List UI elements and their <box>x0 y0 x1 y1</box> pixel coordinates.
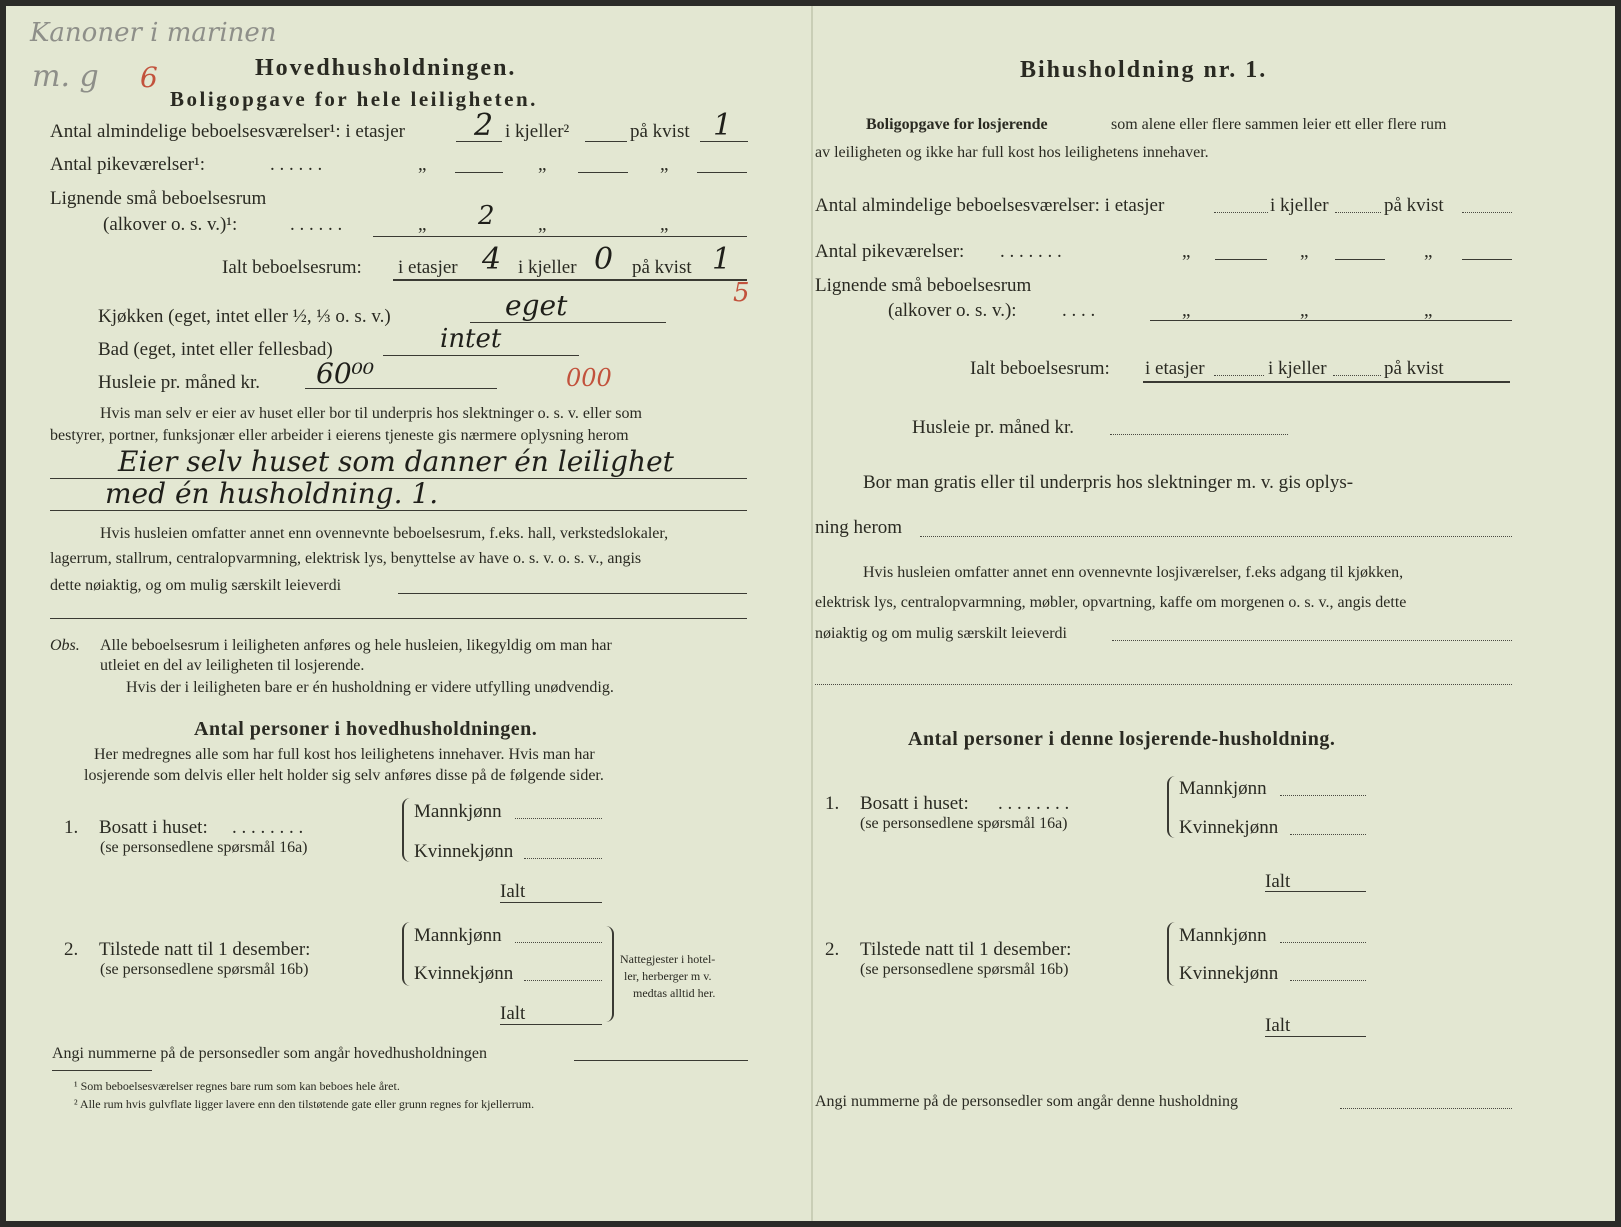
field-line <box>697 172 747 173</box>
right-q1-mann-label: Mannkjønn <box>1179 778 1267 799</box>
field-line <box>574 1060 748 1061</box>
right-q2-mann-label: Mannkjønn <box>1179 925 1267 946</box>
field-line <box>1335 259 1385 260</box>
right-brace <box>602 926 614 1022</box>
row1-kvist-value: 1 <box>713 108 733 143</box>
persons-line1: Her medregnes alle som har full kost hos leilighetens innehaver. Hvis man har <box>94 746 595 763</box>
left-brace <box>1167 922 1179 986</box>
field-line <box>50 618 747 619</box>
right-ialt-etasjer-label: i etasjer <box>1145 358 1205 379</box>
q1-dots: . . . . . . . . <box>232 817 304 838</box>
ialt-kvist-value: 1 <box>712 242 732 277</box>
field-line <box>1462 259 1512 260</box>
field-line <box>515 818 602 819</box>
field-line <box>1112 640 1512 641</box>
ditto-mark: „ <box>538 214 547 235</box>
right-q1-ialt-label: Ialt <box>1265 871 1291 892</box>
right-persons-title: Antal personer i denne losjerende-husholdning. <box>908 728 1336 750</box>
q2-label: Tilstede natt til 1 desember: <box>99 939 311 960</box>
field-line <box>500 1024 602 1025</box>
right-angi-label: Angi nummerne på de personsedler som angår denne husholdning <box>815 1093 1239 1110</box>
q1-kvinne-label: Kvinnekjønn <box>414 841 514 862</box>
field-line <box>1335 212 1381 213</box>
ditto-mark: „ <box>1300 300 1309 321</box>
field-line <box>1214 212 1268 213</box>
ialt-underline <box>1143 381 1510 383</box>
q1-number: 1. <box>64 817 79 838</box>
row3-label-b: (alkover o. s. v.)¹: <box>103 214 238 235</box>
right-q1-kvinne-label: Kvinnekjønn <box>1179 817 1279 838</box>
q2-ialt-label: Ialt <box>500 1003 526 1024</box>
red-note: 6 <box>140 61 158 94</box>
left-persons-title: Antal personer i hovedhusholdningen. <box>194 718 538 740</box>
right-q1-label: Bosatt i huset: <box>860 793 969 814</box>
dots: . . . . . . <box>270 154 323 175</box>
q2-number: 2. <box>64 939 79 960</box>
right-para-line2: elektrisk lys, centralopvarmning, møbler, opvartning, kaffe om morgenen o. s. v., angis dette <box>815 594 1407 611</box>
left-subtitle: Boligopgave for hele leiligheten. <box>170 87 538 111</box>
field-line <box>398 593 747 594</box>
q2-mann-label: Mannkjønn <box>414 925 502 946</box>
right-q2-number: 2. <box>825 939 840 960</box>
right-q2-ialt-label: Ialt <box>1265 1015 1291 1036</box>
field-line <box>1214 375 1264 376</box>
ditto-mark: „ <box>1182 241 1191 262</box>
ditto-mark: „ <box>1182 300 1191 321</box>
q1-ialt-label: Ialt <box>500 881 526 902</box>
dots: . . . . . . . <box>1000 241 1062 262</box>
nattegjester-note-1: Nattegjester i hotel- <box>620 952 716 966</box>
nattegjester-note-3: medtas alltid her. <box>633 986 716 1000</box>
left-title: Hovedhusholdningen. <box>255 55 517 81</box>
bad-label: Bad (eget, intet eller fellesbad) <box>98 339 333 360</box>
ditto-mark: „ <box>538 154 547 175</box>
right-husleie-label: Husleie pr. måned kr. <box>912 417 1074 438</box>
field-line <box>1333 375 1381 376</box>
pencil-note-2: m. g <box>32 59 99 94</box>
husleie-value: 60⁰⁰ <box>316 357 375 390</box>
para2-line1: Hvis husleien omfatter annet enn ovennevnte beboelsesrum, f.eks. hall, verkstedslokaler, <box>100 525 669 542</box>
right-q2-label: Tilstede natt til 1 desember: <box>860 939 1072 960</box>
field-line <box>1290 834 1366 835</box>
kvist-label: på kvist <box>630 121 690 142</box>
intro-bold: Boligopgave for losjerende <box>866 116 1048 133</box>
row1-etasjer-value: 2 <box>474 108 494 143</box>
ialt-etasjer-value: 4 <box>482 242 502 277</box>
q2-kvinne-label: Kvinnekjønn <box>414 963 514 984</box>
right-q1-sub: (se personsedlene spørsmål 16a) <box>860 815 1068 832</box>
ditto-mark: „ <box>660 214 669 235</box>
left-angi-label: Angi nummerne på de personsedler som angår hovedhusholdningen <box>52 1045 488 1062</box>
ialt-kjeller-value: 0 <box>594 242 614 277</box>
field-line <box>455 172 503 173</box>
para2-line3: dette nøiaktig, og om mulig særskilt leieverdi <box>50 577 342 594</box>
obs-line1: Alle beboelsesrum i leiligheten anføres og hele husleien, likegyldig om man har <box>100 637 612 654</box>
left-brace <box>402 922 414 986</box>
obs-label: Obs. <box>50 637 80 654</box>
page-fold <box>811 6 813 1221</box>
ialt-underline <box>393 279 747 281</box>
handwritten-line2: med én husholdning. 1. <box>105 477 439 510</box>
row3-label-a: Lignende små beboelsesrum <box>50 188 267 209</box>
field-line <box>1280 942 1366 943</box>
intro-rest: som alene eller flere sammen leier ett eller flere rum <box>1111 116 1447 133</box>
right-kvist-label: på kvist <box>1384 195 1444 216</box>
right-ialt-label: Ialt beboelsesrum: <box>970 358 1110 379</box>
gratis-line1: Bor man gratis eller til underpris hos slektninger m. v. gis oplys- <box>863 472 1354 493</box>
husleie-label: Husleie pr. måned kr. <box>98 372 260 393</box>
row3-etasjer-value: 2 <box>478 201 495 231</box>
ialt-kjeller-label: i kjeller <box>518 257 577 278</box>
field-line <box>1265 1036 1366 1037</box>
right-q2-sub: (se personsedlene spørsmål 16b) <box>860 961 1069 978</box>
gratis-line2: ning herom <box>815 517 903 538</box>
field-line <box>1290 980 1366 981</box>
ditto-mark: „ <box>1424 241 1433 262</box>
field-line <box>1110 434 1288 435</box>
right-row2-label: Antal pikeværelser: <box>815 241 965 262</box>
footnote-2: ² Alle rum hvis gulvflate ligger lavere enn den tilstøtende gate eller grunn regnes for kjellerrum. <box>74 1097 535 1111</box>
field-line <box>383 355 579 356</box>
handwritten-line1: Eier selv huset som danner én leilighet <box>118 445 674 478</box>
left-brace <box>402 798 414 862</box>
field-line <box>920 536 1512 537</box>
ditto-mark: „ <box>1424 300 1433 321</box>
right-ialt-kvist-label: på kvist <box>1384 358 1444 379</box>
dots: . . . . <box>1062 300 1096 321</box>
q1-sub: (se personsedlene spørsmål 16a) <box>100 839 308 856</box>
right-q2-kvinne-label: Kvinnekjønn <box>1179 963 1279 984</box>
kjokken-value: eget <box>505 289 568 322</box>
field-line <box>1340 1108 1512 1109</box>
field-line <box>50 510 747 511</box>
husleie-red-note: 000 <box>566 364 612 392</box>
field-line <box>1280 795 1366 796</box>
right-para-line3: nøiaktig og om mulig særskilt leieverdi <box>815 625 1067 642</box>
field-line <box>1150 320 1512 321</box>
dots: . . . . . . <box>290 214 343 235</box>
kjeller-label: i kjeller² <box>505 121 570 142</box>
pencil-note: Kanoner i marinen <box>30 18 277 48</box>
row2-label: Antal pikeværelser¹: <box>50 154 206 175</box>
ditto-mark: „ <box>1300 241 1309 262</box>
field-line <box>1265 891 1366 892</box>
right-row3-label-b: (alkover o. s. v.): <box>888 300 1017 321</box>
field-line <box>585 141 627 142</box>
field-line <box>578 172 628 173</box>
right-kjeller-label: i kjeller <box>1270 195 1329 216</box>
field-line <box>1462 212 1512 213</box>
para1-line2: bestyrer, portner, funksjonær eller arbeider i eierens tjeneste gis nærmere oplysning herom <box>50 427 629 444</box>
footnote-1: ¹ Som beboelsesværelser regnes bare rum som kan beboes hele året. <box>74 1079 400 1093</box>
field-line <box>470 322 666 323</box>
ditto-mark: „ <box>418 154 427 175</box>
field-line <box>1215 259 1267 260</box>
left-brace <box>1167 776 1179 838</box>
right-row3-label-a: Lignende små beboelsesrum <box>815 275 1032 296</box>
field-line <box>524 858 602 859</box>
red-side-total: 5 <box>733 278 750 308</box>
field-line <box>373 236 747 237</box>
kjokken-label: Kjøkken (eget, intet eller ½, ⅓ o. s. v.) <box>98 306 391 327</box>
intro-line2: av leiligheten og ikke har full kost hos leilighetens innehaver. <box>815 144 1209 161</box>
row1-label: Antal almindelige beboelsesværelser¹: i etasjer <box>50 121 405 142</box>
persons-line2: losjerende som delvis eller helt holder sig selv anføres disse på de følgende sider. <box>84 767 604 784</box>
right-q1-number: 1. <box>825 793 840 814</box>
ialt-etasjer-label: i etasjer <box>398 257 458 278</box>
obs-line2: utleiet en del av leiligheten til losjerende. <box>100 657 365 674</box>
bad-value: intet <box>440 324 502 354</box>
ditto-mark: „ <box>418 214 427 235</box>
right-row1-label: Antal almindelige beboelsesværelser: i etasjer <box>815 195 1165 216</box>
right-title: Bihusholdning nr. 1. <box>1020 57 1268 83</box>
para1-line1: Hvis man selv er eier av huset eller bor til underpris hos slektninger o. s. v. eller som <box>100 405 642 422</box>
field-line <box>524 980 602 981</box>
ditto-mark: „ <box>660 154 669 175</box>
ialt-kvist-label: på kvist <box>632 257 692 278</box>
right-q1-dots: . . . . . . . . <box>998 793 1070 814</box>
q2-sub: (se personsedlene spørsmål 16b) <box>100 961 309 978</box>
ialt-label: Ialt beboelsesrum: <box>222 257 362 278</box>
obs-line3: Hvis der i leiligheten bare er én husholdning er videre utfylling unødvendig. <box>126 679 614 696</box>
right-para-line1: Hvis husleien omfatter annet enn ovennevnte losjiværelser, f.eks adgang til kjøkken, <box>863 564 1404 581</box>
q1-label: Bosatt i huset: <box>99 817 208 838</box>
right-ialt-kjeller-label: i kjeller <box>1268 358 1327 379</box>
nattegjester-note-2: ler, herberger m v. <box>624 969 712 983</box>
footnote-rule <box>52 1070 152 1071</box>
q1-mann-label: Mannkjønn <box>414 801 502 822</box>
para2-line2: lagerrum, stallrum, centralopvarmning, elektrisk lys, benyttelse av have o. s. v. o. s. v., angis <box>50 550 642 567</box>
field-line <box>815 684 1512 685</box>
field-line <box>515 942 602 943</box>
field-line <box>500 902 602 903</box>
